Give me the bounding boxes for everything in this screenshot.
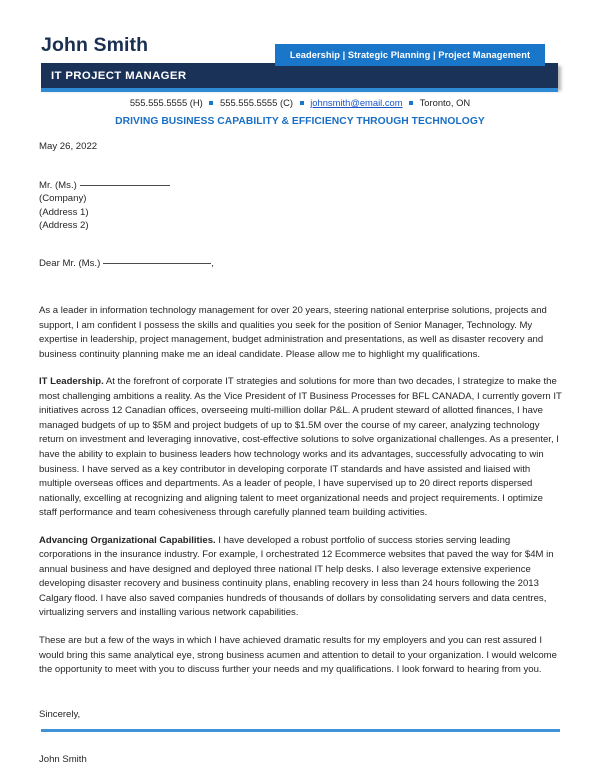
recipient-attention-line bbox=[39, 179, 562, 192]
letter-body bbox=[39, 140, 562, 768]
recipient-attention-prefix: Mr. (Ms.) bbox=[39, 180, 77, 191]
job-title-label: IT PROJECT MANAGER bbox=[51, 69, 187, 82]
salutation-blank bbox=[103, 263, 211, 264]
footer-rule bbox=[41, 729, 560, 732]
contact-line bbox=[0, 97, 600, 108]
salutation-suffix: , bbox=[211, 257, 214, 269]
bullet-separator-icon bbox=[409, 101, 413, 105]
tagline-label: Leadership | Strategic Planning | Project Management bbox=[289, 50, 531, 60]
job-title-bar bbox=[41, 63, 558, 88]
body-paragraph bbox=[39, 375, 562, 520]
paragraph-lead-in: IT Leadership. bbox=[39, 376, 104, 388]
phone-cell: 555.555.5555 (C) bbox=[220, 97, 293, 108]
body-paragraph bbox=[39, 634, 562, 678]
paragraph-text: These are but a few of the ways in which I have achieved dramatic results for my employers and you can rest assured I would bring this same analytical eye, strong business acumen and attention to detail to your organization. I would welcome the opportunity to meet with you to discuss further your needs and my qualifications. I look forward to hearing from you. bbox=[39, 634, 557, 676]
letterhead-header bbox=[0, 0, 600, 95]
salutation-line bbox=[39, 257, 562, 270]
phone-home: 555.555.5555 (H) bbox=[129, 97, 203, 108]
headline-statement: DRIVING BUSINESS CAPABILITY & EFFICIENCY THROUGH TECHNOLOGY bbox=[115, 116, 485, 127]
salutation-prefix: Dear Mr. (Ms.) bbox=[39, 257, 101, 269]
location-text: Toronto, ON bbox=[419, 97, 471, 108]
body-paragraph bbox=[39, 534, 562, 621]
recipient-block bbox=[39, 179, 562, 233]
candidate-name: John Smith bbox=[41, 34, 149, 56]
tagline-badge bbox=[275, 44, 545, 66]
recipient-company: (Company) bbox=[39, 193, 87, 205]
paragraph-text: I have developed a robust portfolio of success stories serving leading corporations in the insurance industry. For example, I orchestrated 12 Ecommerce websites that paved the way for $4M in annual business and have designed and deployed three national IT help desks. I also leverage extensive experience developing disaster recovery and business continuity plans, enabling recovery in less than 24 hours following the 2013 Calgary flood. I have also saved companies hundreds of thousands of dollars by consolidating servers and data centres, virtualizing servers and installing various network capabilities. bbox=[39, 534, 554, 619]
paragraph-text: At the forefront of corporate IT strategies and solutions for more than two decades, I strategize to make the most challenging ambitions a reality. As the Vice President of IT Business Processes for BFL CANADA, I currently govern IT initiatives across 12 Canadian offices, overseeing multi-million dollar P&L. A prudent steward of allotted finances, I have managed budgets of up to $5M and project budgets of up to $1.5M over the course of my career, analyzing technology return on investment and leveraging innovative, cost-effective solutions to solve organizational challenges. As a presenter, I have the ability to explain to business leaders how technology works and its advantages, successfully advocating to win business. I have served as a key contributor in developing corporate IT standards and have assisted and liaised with multiple overseas offices and departments. As a leader of people, I have supervised up to 20 direct reports dispersed nationally, excelling at recognizing and aligning talent to meet organizational needs and project requirements. I optimize staff performance and team cohesiveness through carefully planned team building activities. bbox=[39, 376, 562, 519]
body-paragraph bbox=[39, 304, 562, 362]
bullet-separator-icon bbox=[209, 101, 213, 105]
signature-name: John Smith bbox=[39, 754, 87, 766]
email-link[interactable]: johnsmith@email.com bbox=[310, 97, 403, 108]
paragraph-lead-in: Advancing Organizational Capabilities. bbox=[39, 534, 216, 546]
header-accent-strip bbox=[41, 88, 558, 92]
recipient-name-blank bbox=[80, 185, 170, 186]
closing-salutation: Sincerely, bbox=[39, 708, 81, 720]
letter-date: May 26, 2022 bbox=[39, 141, 98, 152]
recipient-address-2: (Address 2) bbox=[39, 220, 89, 232]
bullet-separator-icon bbox=[300, 101, 304, 105]
paragraph-text: As a leader in information technology management for over 20 years, steering national enterprise solutions, projects and support, I am confident I possess the skills and qualities you seek for the position of Senior Manager, Technology. My expertise in leadership, project management, budget administration and presentations, as well as disaster recovery and business continuity planning make me an ideal candidate. Please allow me to highlight my qualifications. bbox=[39, 305, 547, 360]
recipient-address-1: (Address 1) bbox=[39, 206, 89, 218]
